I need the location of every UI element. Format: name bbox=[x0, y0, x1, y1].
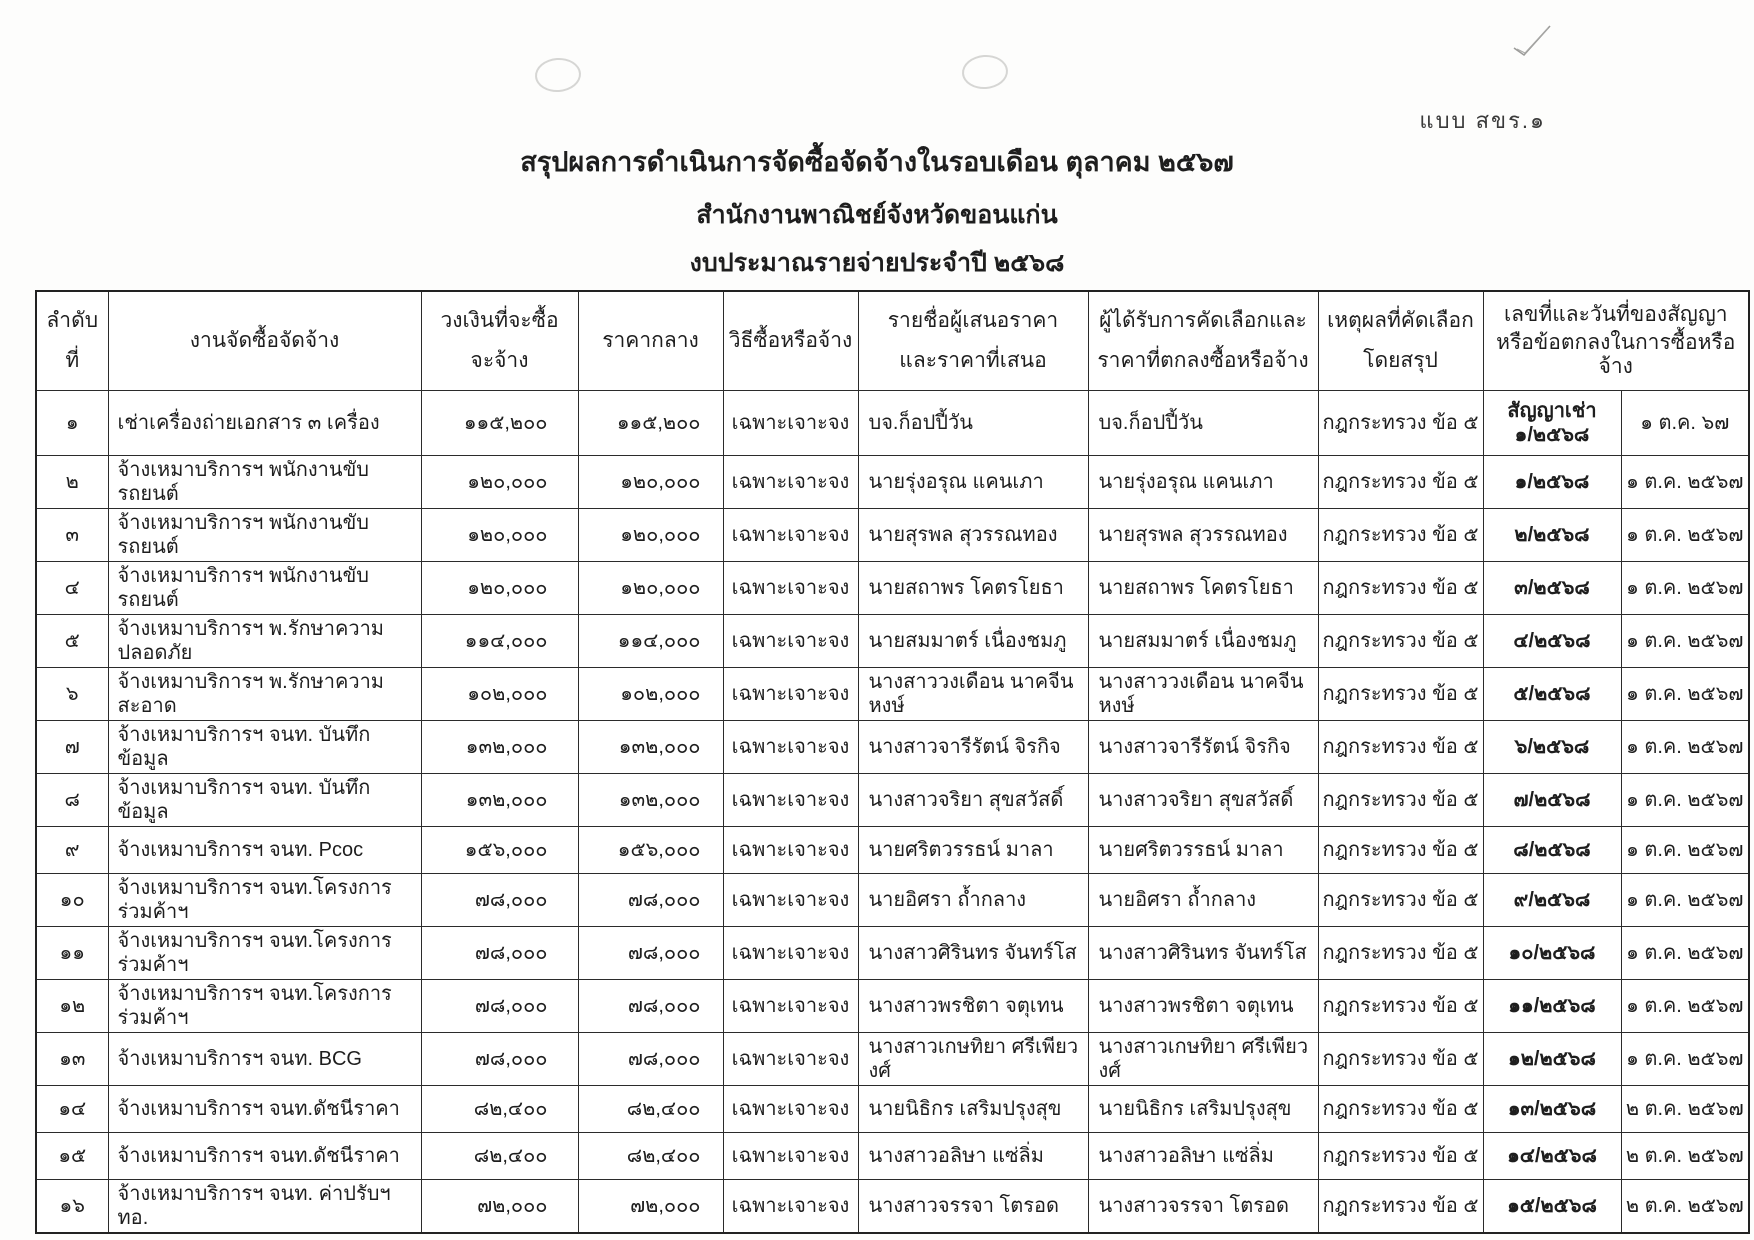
cell-no: ๑๕ bbox=[36, 1133, 108, 1180]
cell-method: เฉพาะเจาะจง bbox=[723, 509, 858, 562]
cell-contract-date: ๑ ต.ค. ๒๕๖๗ bbox=[1621, 615, 1749, 668]
cell-contract-date: ๒ ต.ค. ๒๕๖๗ bbox=[1621, 1180, 1749, 1234]
cell-method: เฉพาะเจาะจง bbox=[723, 774, 858, 827]
cell-contract-date: ๑ ต.ค. ๒๕๖๗ bbox=[1621, 774, 1749, 827]
cell-budget: ๗๒,๐๐๐ bbox=[421, 1180, 578, 1234]
cell-selected: นายรุ่งอรุณ แคนเภา bbox=[1088, 456, 1318, 509]
cell-no: ๑ bbox=[36, 391, 108, 456]
cell-reason: กฎกระทรวง ข้อ ๕ bbox=[1318, 827, 1483, 874]
cell-proposer: นายสถาพร โคตรโยธา bbox=[858, 562, 1088, 615]
cell-contract-date: ๑ ต.ค. ๒๕๖๗ bbox=[1621, 927, 1749, 980]
cell-budget: ๑๓๒,๐๐๐ bbox=[421, 721, 578, 774]
cell-proposer: นายอิศรา ถ้ำกลาง bbox=[858, 874, 1088, 927]
cell-no: ๑๐ bbox=[36, 874, 108, 927]
cell-contract-date: ๒ ต.ค. ๒๕๖๗ bbox=[1621, 1133, 1749, 1180]
cell-work: จ้างเหมาบริการฯ พ.รักษาความสะอาด bbox=[108, 668, 421, 721]
table-header bbox=[36, 291, 1749, 391]
cell-median-price: ๑๒๐,๐๐๐ bbox=[578, 509, 723, 562]
cell-budget: ๗๘,๐๐๐ bbox=[421, 927, 578, 980]
procurement-table bbox=[35, 290, 1750, 1234]
cell-proposer: นางสาวจารีรัตน์ จิรกิจ bbox=[858, 721, 1088, 774]
cell-proposer: นายรุ่งอรุณ แคนเภา bbox=[858, 456, 1088, 509]
table-row bbox=[36, 980, 1749, 1033]
cell-work: เช่าเครื่องถ่ายเอกสาร ๓ เครื่อง bbox=[108, 391, 421, 456]
cell-reason: กฎกระทรวง ข้อ ๕ bbox=[1318, 874, 1483, 927]
cell-method: เฉพาะเจาะจง bbox=[723, 1086, 858, 1133]
cell-selected: นายศริตวรรธน์ มาลา bbox=[1088, 827, 1318, 874]
document-title: สรุปผลการดำเนินการจัดซื้อจัดจ้างในรอบเดือน ตุลาคม ๒๕๖๗ bbox=[520, 147, 1234, 177]
cell-budget: ๑๑๔,๐๐๐ bbox=[421, 615, 578, 668]
cell-median-price: ๗๘,๐๐๐ bbox=[578, 1033, 723, 1086]
cell-no: ๒ bbox=[36, 456, 108, 509]
cell-selected: นายสถาพร โคตรโยธา bbox=[1088, 562, 1318, 615]
cell-median-price: ๑๒๐,๐๐๐ bbox=[578, 456, 723, 509]
cell-work: จ้างเหมาบริการฯ จนท. ค่าปรับฯ ทอ. bbox=[108, 1180, 421, 1234]
cell-selected: นางสาววงเดือน นาคจีนหงษ์ bbox=[1088, 668, 1318, 721]
cell-proposer: นายศริตวรรธน์ มาลา bbox=[858, 827, 1088, 874]
cell-work: จ้างเหมาบริการฯ จนท.โครงการร่วมค้าฯ bbox=[108, 980, 421, 1033]
cell-work: จ้างเหมาบริการฯ พ.รักษาความปลอดภัย bbox=[108, 615, 421, 668]
cell-median-price: ๗๒,๐๐๐ bbox=[578, 1180, 723, 1234]
form-code: แบบ สขร.๑ bbox=[1419, 108, 1546, 133]
cell-selected: นางสาวจรรจา โตรอด bbox=[1088, 1180, 1318, 1234]
cell-method: เฉพาะเจาะจง bbox=[723, 391, 858, 456]
cell-median-price: ๘๒,๔๐๐ bbox=[578, 1086, 723, 1133]
cell-reason: กฎกระทรวง ข้อ ๕ bbox=[1318, 615, 1483, 668]
cell-contract-no: ๑๒/๒๕๖๘ bbox=[1483, 1033, 1621, 1086]
cell-proposer: นายสมมาตร์ เนื่องชมภู bbox=[858, 615, 1088, 668]
cell-reason: กฎกระทรวง ข้อ ๕ bbox=[1318, 1033, 1483, 1086]
cell-reason: กฎกระทรวง ข้อ ๕ bbox=[1318, 927, 1483, 980]
cell-contract-no: ๑๑/๒๕๖๘ bbox=[1483, 980, 1621, 1033]
cell-contract-no: ๑๕/๒๕๖๘ bbox=[1483, 1180, 1621, 1234]
table-row bbox=[36, 391, 1749, 456]
cell-contract-date: ๑ ต.ค. ๒๕๖๗ bbox=[1621, 721, 1749, 774]
cell-work: จ้างเหมาบริการฯ จนท.โครงการร่วมค้าฯ bbox=[108, 927, 421, 980]
cell-reason: กฎกระทรวง ข้อ ๕ bbox=[1318, 509, 1483, 562]
cell-contract-no: ๓/๒๕๖๘ bbox=[1483, 562, 1621, 615]
cell-proposer: นางสาวจรรจา โตรอด bbox=[858, 1180, 1088, 1234]
table-row bbox=[36, 1180, 1749, 1234]
cell-method: เฉพาะเจาะจง bbox=[723, 980, 858, 1033]
cell-reason: กฎกระทรวง ข้อ ๕ bbox=[1318, 456, 1483, 509]
cell-reason: กฎกระทรวง ข้อ ๕ bbox=[1318, 668, 1483, 721]
cell-work: จ้างเหมาบริการฯ จนท.ดัชนีราคา bbox=[108, 1133, 421, 1180]
cell-reason: กฎกระทรวง ข้อ ๕ bbox=[1318, 1180, 1483, 1234]
cell-proposer: นายสุรพล สุวรรณทอง bbox=[858, 509, 1088, 562]
cell-work: จ้างเหมาบริการฯ จนท.ดัชนีราคา bbox=[108, 1086, 421, 1133]
table-row bbox=[36, 721, 1749, 774]
table-row bbox=[36, 874, 1749, 927]
cell-reason: กฎกระทรวง ข้อ ๕ bbox=[1318, 1133, 1483, 1180]
cell-contract-no: ๑๔/๒๕๖๘ bbox=[1483, 1133, 1621, 1180]
cell-method: เฉพาะเจาะจง bbox=[723, 1133, 858, 1180]
cell-no: ๑๑ bbox=[36, 927, 108, 980]
cell-method: เฉพาะเจาะจง bbox=[723, 827, 858, 874]
cell-selected: นางสาวพรชิตา จตุเทน bbox=[1088, 980, 1318, 1033]
cell-budget: ๘๒,๔๐๐ bbox=[421, 1086, 578, 1133]
cell-proposer: นางสาวศิรินทร จันทร์โส bbox=[858, 927, 1088, 980]
header-proposer: รายชื่อผู้เสนอราคา และราคาที่เสนอ bbox=[858, 291, 1088, 391]
pencil-checkmark-icon bbox=[1508, 22, 1554, 58]
cell-contract-no: ๘/๒๕๖๘ bbox=[1483, 827, 1621, 874]
cell-contract-date: ๑ ต.ค. ๒๕๖๗ bbox=[1621, 668, 1749, 721]
cell-median-price: ๗๘,๐๐๐ bbox=[578, 927, 723, 980]
cell-budget: ๑๑๕,๒๐๐ bbox=[421, 391, 578, 456]
cell-median-price: ๑๐๒,๐๐๐ bbox=[578, 668, 723, 721]
table-row bbox=[36, 1133, 1749, 1180]
cell-method: เฉพาะเจาะจง bbox=[723, 874, 858, 927]
cell-selected: บจ.ก็อปปี้วัน bbox=[1088, 391, 1318, 456]
office-name: สำนักงานพาณิชย์จังหวัดขอนแก่น bbox=[696, 201, 1058, 229]
cell-median-price: ๑๒๐,๐๐๐ bbox=[578, 562, 723, 615]
cell-method: เฉพาะเจาะจง bbox=[723, 927, 858, 980]
cell-work: จ้างเหมาบริการฯ พนักงานขับรถยนต์ bbox=[108, 562, 421, 615]
table-row bbox=[36, 827, 1749, 874]
cell-selected: นางสาวจารีรัตน์ จิรกิจ bbox=[1088, 721, 1318, 774]
cell-contract-no: สัญญาเช่า ๑/๒๕๖๘ bbox=[1483, 391, 1621, 456]
cell-budget: ๑๐๒,๐๐๐ bbox=[421, 668, 578, 721]
header-work: งานจัดซื้อจัดจ้าง bbox=[108, 291, 421, 391]
cell-reason: กฎกระทรวง ข้อ ๕ bbox=[1318, 721, 1483, 774]
punch-hole-right bbox=[961, 53, 1009, 90]
cell-no: ๓ bbox=[36, 509, 108, 562]
cell-proposer: นางสาววงเดือน นาคจีนหงษ์ bbox=[858, 668, 1088, 721]
cell-budget: ๗๘,๐๐๐ bbox=[421, 1033, 578, 1086]
cell-proposer: นางสาวเกษทิยา ศรีเพียวงศ์ bbox=[858, 1033, 1088, 1086]
cell-budget: ๑๕๖,๐๐๐ bbox=[421, 827, 578, 874]
cell-contract-no: ๔/๒๕๖๘ bbox=[1483, 615, 1621, 668]
cell-contract-no: ๑/๒๕๖๘ bbox=[1483, 456, 1621, 509]
cell-proposer: นางสาวจริยา สุขสวัสดิ์ bbox=[858, 774, 1088, 827]
cell-reason: กฎกระทรวง ข้อ ๕ bbox=[1318, 391, 1483, 456]
cell-proposer: บจ.ก็อปปี้วัน bbox=[858, 391, 1088, 456]
table-row bbox=[36, 509, 1749, 562]
header-reason: เหตุผลที่คัดเลือก โดยสรุป bbox=[1318, 291, 1483, 391]
cell-budget: ๘๒,๔๐๐ bbox=[421, 1133, 578, 1180]
punch-hole-left bbox=[534, 56, 582, 93]
cell-contract-no: ๙/๒๕๖๘ bbox=[1483, 874, 1621, 927]
cell-proposer: นายนิธิกร เสริมปรุงสุข bbox=[858, 1086, 1088, 1133]
cell-selected: นายนิธิกร เสริมปรุงสุข bbox=[1088, 1086, 1318, 1133]
cell-no: ๙ bbox=[36, 827, 108, 874]
table-row bbox=[36, 774, 1749, 827]
cell-contract-date: ๑ ต.ค. ๖๗ bbox=[1621, 391, 1749, 456]
cell-budget: ๗๘,๐๐๐ bbox=[421, 874, 578, 927]
table-row bbox=[36, 456, 1749, 509]
header-no: ลำดับ ที่ bbox=[36, 291, 108, 391]
cell-contract-date: ๑ ต.ค. ๒๕๖๗ bbox=[1621, 874, 1749, 927]
cell-method: เฉพาะเจาะจง bbox=[723, 1180, 858, 1234]
cell-proposer: นางสาวพรชิตา จตุเทน bbox=[858, 980, 1088, 1033]
cell-no: ๑๒ bbox=[36, 980, 108, 1033]
header-method: วิธีซื้อหรือจ้าง bbox=[723, 291, 858, 391]
cell-contract-no: ๗/๒๕๖๘ bbox=[1483, 774, 1621, 827]
cell-selected: นายสมมาตร์ เนื่องชมภู bbox=[1088, 615, 1318, 668]
cell-median-price: ๗๘,๐๐๐ bbox=[578, 980, 723, 1033]
table-body bbox=[36, 391, 1749, 1234]
cell-contract-date: ๑ ต.ค. ๒๕๖๗ bbox=[1621, 456, 1749, 509]
cell-contract-date: ๒ ต.ค. ๒๕๖๗ bbox=[1621, 1086, 1749, 1133]
cell-no: ๑๖ bbox=[36, 1180, 108, 1234]
cell-no: ๑๓ bbox=[36, 1033, 108, 1086]
cell-contract-no: ๑๓/๒๕๖๘ bbox=[1483, 1086, 1621, 1133]
table-row bbox=[36, 927, 1749, 980]
cell-work: จ้างเหมาบริการฯ พนักงานขับรถยนต์ bbox=[108, 456, 421, 509]
cell-selected: นางสาวศิรินทร จันทร์โส bbox=[1088, 927, 1318, 980]
cell-method: เฉพาะเจาะจง bbox=[723, 1033, 858, 1086]
cell-contract-no: ๖/๒๕๖๘ bbox=[1483, 721, 1621, 774]
cell-work: จ้างเหมาบริการฯ จนท. บันทึกข้อมูล bbox=[108, 721, 421, 774]
cell-contract-no: ๕/๒๕๖๘ bbox=[1483, 668, 1621, 721]
cell-no: ๖ bbox=[36, 668, 108, 721]
cell-method: เฉพาะเจาะจง bbox=[723, 668, 858, 721]
cell-budget: ๑๒๐,๐๐๐ bbox=[421, 509, 578, 562]
table-row bbox=[36, 1033, 1749, 1086]
cell-contract-no: ๒/๒๕๖๘ bbox=[1483, 509, 1621, 562]
cell-median-price: ๑๓๒,๐๐๐ bbox=[578, 721, 723, 774]
cell-no: ๕ bbox=[36, 615, 108, 668]
table-row bbox=[36, 668, 1749, 721]
cell-contract-date: ๑ ต.ค. ๒๕๖๗ bbox=[1621, 562, 1749, 615]
cell-work: จ้างเหมาบริการฯ จนท. บันทึกข้อมูล bbox=[108, 774, 421, 827]
header-budget: วงเงินที่จะซื้อ จะจ้าง bbox=[421, 291, 578, 391]
cell-method: เฉพาะเจาะจง bbox=[723, 456, 858, 509]
cell-work: จ้างเหมาบริการฯ พนักงานขับรถยนต์ bbox=[108, 509, 421, 562]
cell-contract-no: ๑๐/๒๕๖๘ bbox=[1483, 927, 1621, 980]
header-median-price: ราคากลาง bbox=[578, 291, 723, 391]
table-row bbox=[36, 615, 1749, 668]
cell-budget: ๗๘,๐๐๐ bbox=[421, 980, 578, 1033]
cell-method: เฉพาะเจาะจง bbox=[723, 615, 858, 668]
cell-proposer: นางสาวอลิษา แซ่ลิ่ม bbox=[858, 1133, 1088, 1180]
cell-selected: นางสาวเกษทิยา ศรีเพียวงศ์ bbox=[1088, 1033, 1318, 1086]
cell-no: ๘ bbox=[36, 774, 108, 827]
cell-median-price: ๑๓๒,๐๐๐ bbox=[578, 774, 723, 827]
table-row bbox=[36, 562, 1749, 615]
cell-selected: นางสาวจริยา สุขสวัสดิ์ bbox=[1088, 774, 1318, 827]
cell-budget: ๑๒๐,๐๐๐ bbox=[421, 562, 578, 615]
cell-work: จ้างเหมาบริการฯ จนท. Pcoc bbox=[108, 827, 421, 874]
cell-contract-date: ๑ ต.ค. ๒๕๖๗ bbox=[1621, 509, 1749, 562]
cell-contract-date: ๑ ต.ค. ๒๕๖๗ bbox=[1621, 1033, 1749, 1086]
cell-method: เฉพาะเจาะจง bbox=[723, 721, 858, 774]
cell-selected: นายอิศรา ถ้ำกลาง bbox=[1088, 874, 1318, 927]
table-row bbox=[36, 1086, 1749, 1133]
header-contract: เลขที่และวันที่ของสัญญา หรือข้อตกลงในการซื้อหรือจ้าง bbox=[1483, 291, 1749, 391]
cell-reason: กฎกระทรวง ข้อ ๕ bbox=[1318, 1086, 1483, 1133]
cell-budget: ๑๓๒,๐๐๐ bbox=[421, 774, 578, 827]
cell-selected: นายสุรพล สุวรรณทอง bbox=[1088, 509, 1318, 562]
cell-median-price: ๑๕๖,๐๐๐ bbox=[578, 827, 723, 874]
cell-work: จ้างเหมาบริการฯ จนท. BCG bbox=[108, 1033, 421, 1086]
cell-median-price: ๗๘,๐๐๐ bbox=[578, 874, 723, 927]
cell-no: ๔ bbox=[36, 562, 108, 615]
cell-reason: กฎกระทรวง ข้อ ๕ bbox=[1318, 774, 1483, 827]
cell-method: เฉพาะเจาะจง bbox=[723, 562, 858, 615]
budget-year-line: งบประมาณรายจ่ายประจำปี ๒๕๖๘ bbox=[689, 249, 1065, 277]
cell-selected: นางสาวอลิษา แซ่ลิ่ม bbox=[1088, 1133, 1318, 1180]
cell-no: ๑๔ bbox=[36, 1086, 108, 1133]
cell-contract-date: ๑ ต.ค. ๒๕๖๗ bbox=[1621, 980, 1749, 1033]
cell-reason: กฎกระทรวง ข้อ ๕ bbox=[1318, 980, 1483, 1033]
cell-contract-date: ๑ ต.ค. ๒๕๖๗ bbox=[1621, 827, 1749, 874]
cell-budget: ๑๒๐,๐๐๐ bbox=[421, 456, 578, 509]
cell-median-price: ๑๑๕,๒๐๐ bbox=[578, 391, 723, 456]
cell-median-price: ๑๑๔,๐๐๐ bbox=[578, 615, 723, 668]
cell-reason: กฎกระทรวง ข้อ ๕ bbox=[1318, 562, 1483, 615]
header-selected: ผู้ได้รับการคัดเลือกและ ราคาที่ตกลงซื้อหรือจ้าง bbox=[1088, 291, 1318, 391]
cell-median-price: ๘๒,๔๐๐ bbox=[578, 1133, 723, 1180]
cell-no: ๗ bbox=[36, 721, 108, 774]
cell-work: จ้างเหมาบริการฯ จนท.โครงการร่วมค้าฯ bbox=[108, 874, 421, 927]
